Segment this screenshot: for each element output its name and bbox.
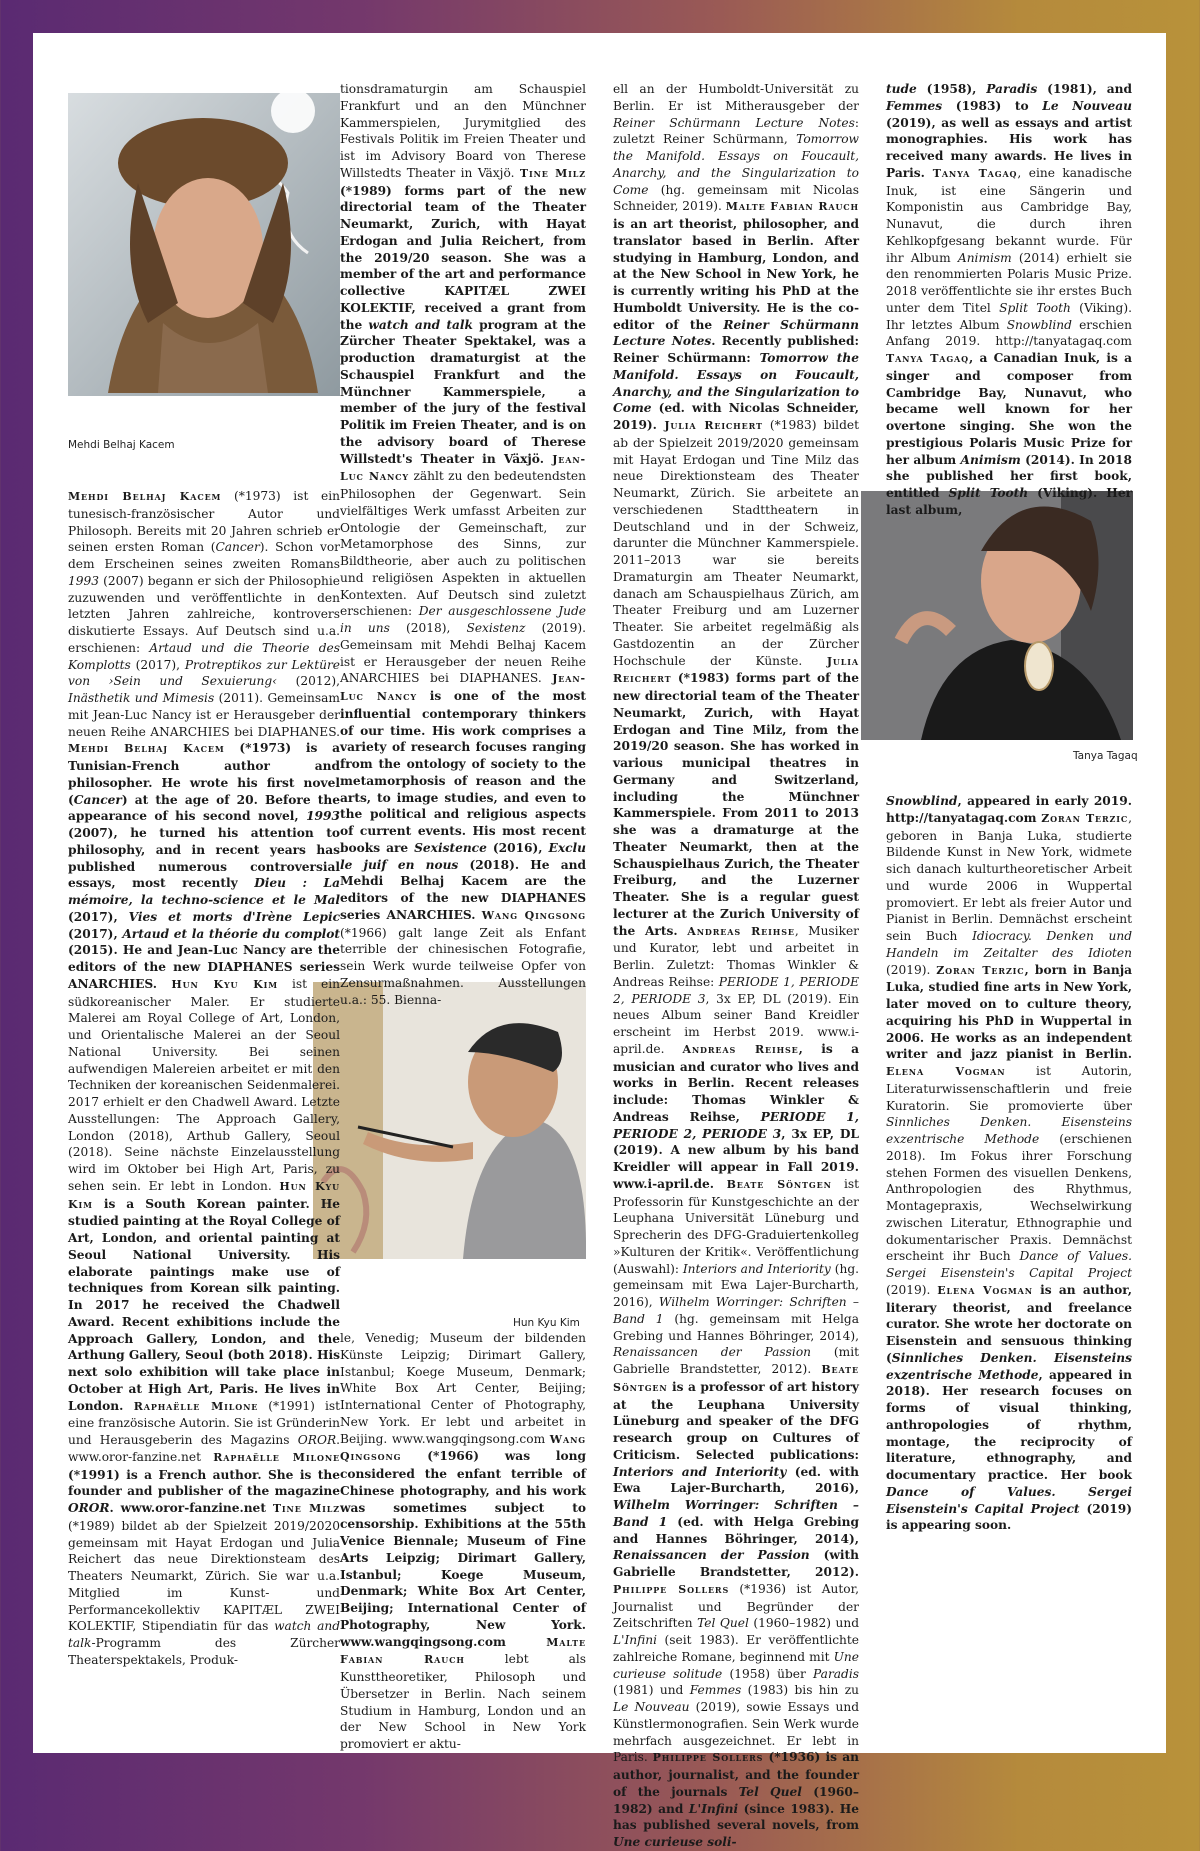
text: ist ein südkoreanischer Maler. Er studierte Malerei am Royal College of Art, London, und Orientalische Malerei an der Seoul National University. Bei seinen aufwendigen Malereien arbeitet er mit den Techniken der koreanischen Seidenmalerei. 2017 erhielt er den Chadwell Award. Letzte Ausstellungen: The Approach Gallery, London (2018), Arthub Gallery, Seoul (2018). Seine nächste Einzelausstellung wird im Oktober bei High Art, Paris, zu sehen sein. Er lebt in London. [68, 976, 340, 1193]
text-italic: Tel Quel [697, 1616, 749, 1631]
text-bold-italic: Tel Quel [738, 1784, 802, 1799]
text-bold-italic: Dance of Values. Sergei Eisenstein's Capital Project [886, 1484, 1132, 1516]
column-2-bottom [340, 1330, 586, 1753]
text-bold: (since 1983). He has published several novels, from [613, 1801, 859, 1833]
text-bold-italic: Animism [960, 452, 1021, 467]
text-bold: is an author, literary theorist, and freelance curator. She wrote her doctorate on Eisenstein and sensuous thinking ( [886, 1282, 1132, 1365]
text: zählt zu den bedeutendsten Philosophen der Gegenwart. Sein vielfältiges Werk umfasst Arbeiten zur Ontologie der Gemeinschaft, zur Metamorphose des Sinns, zur Bildtheorie, aber auch zu politischen und religiösen Aspekten in aktuellen Kontexten. Auf Deutsch sind zuletzt erschienen: [340, 469, 586, 619]
text-bold: is a South Korean painter. He studied painting at the Royal College of Art, London, and oriental painting at Seoul National University. His elaborate paintings make use of techniques from Korean silk painting. In 2017 he received the Chadwell Award. Recent exhibitions include the Approach Gallery, London, and the Arthung Gallery, Seoul (both 2018). His next solo exhibition will take place in October at High Art, Paris. He lives in London. [68, 1196, 340, 1413]
text-bold: (2015). He and Jean-Luc Nancy are the editors of the new DIAPHANES series ANARCHIES. [68, 943, 340, 991]
text-bold-italic: Reiner Schürmann Lecture Notes [613, 317, 860, 349]
name-ps-de: Philippe Sollers [613, 1582, 730, 1596]
name-tt-en: Tanya Tagaq [886, 352, 969, 365]
text-bold: (2007), he turned his attention to philosophy, and in recent years has published numerous controversial essays, most recently [68, 826, 340, 891]
text: (1981) und [613, 1683, 690, 1698]
text-bold-italic: Artaud et la théorie du complot [122, 926, 340, 941]
text: (*1966) galt lange Zeit als Enfant terrible der chinesischen Fotografie, sein Werk wurde teilweise Opfer von Zensurmaßnahmen. Ausstellungen u.a.: 55. Bienna- [340, 925, 586, 1007]
text-bold-italic: Renaissancen der Passion [613, 1548, 810, 1563]
text: lebt als Kunsttheoretiker, Philosoph und Übersetzer in Berlin. Nach seinem Studium in Hamburg, London und an der New School in New York promoviert er aktu- [340, 1652, 586, 1751]
bio-tt-zt-ev [886, 793, 1132, 1534]
name-zt-en: Zoran Terzic [936, 963, 1025, 977]
text: (mit Gabrielle Brandstetter, 2012). [613, 1345, 859, 1376]
text: (hg. gemeinsam mit Helga Grebing und Hannes Böhringer, 2014), [613, 1311, 859, 1343]
text: (2007) begann er sich der Philosophie zuzuwenden und veröffentlichte in den letzten Jahren zahlreiche, kontrovers diskutierte Essays. Auf Deutsch sind u.a. erschienen: [68, 573, 340, 655]
text-bold: (2018). He and Mehdi Belhaj Kacem are the editors of the new DIAPHANES series ANARCHIES. [340, 857, 586, 922]
column-3 [613, 81, 859, 1851]
name-mfr-en: Malte Fabian Rauch [725, 200, 859, 214]
text-bold: (Viking). Her last album, [886, 486, 1132, 517]
caption-mehdi-belhaj-kacem: Mehdi Belhaj Kacem [68, 439, 175, 451]
bio-mfr-jr-ar-bs-ps [613, 81, 859, 1851]
text: , 3x EP, DL (2019). Ein neues Album seiner Band Kreidler erscheint im Herbst 2019. www.i-april.de. [613, 991, 859, 1056]
text: -Programm des Zürcher Theaterspektakels, Produk- [68, 1636, 340, 1667]
text-bold: (1983) to [942, 98, 1043, 113]
text-bold: is an art theorist, philosopher, and translator based in Berlin. After studying in Hamburg, London, and at the New School in New York, he is currently writing his PhD at the Humboldt University. He is the co-editor of the [613, 217, 859, 332]
name-jln-de: Jean-Luc Nancy [340, 452, 586, 484]
column-4-bottom [886, 793, 1132, 1534]
text-bold-italic: Sinnliches Denken. Eisensteins exzentrische Methode [886, 1350, 1132, 1382]
text: (2018), [389, 621, 467, 635]
text: (2014) erhielt sie den renommierten Polaris Music Prize. 2018 veröffentlichte sie ihr erstes Buch unter dem Titel [886, 250, 1133, 315]
text-italic: 1993 [68, 573, 100, 588]
text-italic: Der ausgeschlossene Jude in uns [340, 604, 586, 635]
bio-tine-jln-wq [340, 81, 586, 1008]
text-bold: (*1966) was long considered the enfant terrible of Chinese photography, and his work was sometimes subject to censorship. Exhibitions at the 55th Venice Biennale; Museum of Fine Arts Leipzig; Dirimart Gallery, Istanbul; Koege Museum, Denmark; White Box Art Center, Beijing; International Center of Photography, New York. www.wangqingsong.com [340, 1449, 586, 1649]
text: ell an der Humboldt-Universität zu Berlin. Er ist Mitherausgeber der [613, 82, 859, 113]
text: (1960–1982) und [748, 1616, 859, 1631]
text: (hg. gemeinsam mit Ewa Lajer-Burcharth, 2016), [613, 1261, 859, 1309]
text: (2019), sowie Essays und Künstlermonografien. Sein Werk wurde mehrfach ausgezeichnet. Er lebt in Paris. [613, 1700, 859, 1765]
text-bold: (2014). In 2018 she published her first book, entitled [886, 452, 1132, 500]
text-italic: Tomorrow the Manifold. Essays on Foucault, Anarchy, and the Singularization to Come [613, 132, 859, 197]
text-bold: . www.oror-fanzine.net [109, 1501, 273, 1515]
text-bold: , 3x EP, DL (2019). A new album by his band Kreidler will appear in Fall 2019. www.i-april.de. [613, 1126, 859, 1191]
photo-mehdi-belhaj-kacem [68, 93, 340, 396]
text: , Musiker und Kurator, lebt und arbeitet in Berlin. Zuletzt: Thomas Winkler & Andreas Reihse: [613, 923, 859, 989]
text: (2017), [130, 657, 185, 672]
text-bold: , a Canadian Inuk, is a singer and composer from Cambridge Bay, Nunavut, who became well known for her overtone singing. She won the prestigious Polaris Music Prize for her album [886, 351, 1132, 467]
text-italic: Dance of Values. Sergei Eisenstein's Capital Project [886, 1249, 1132, 1280]
text-italic: Sexistenz [466, 621, 526, 635]
name-bs-en: Beate Söntgen [613, 1363, 859, 1394]
text: (*1973) ist ein tunesisch-französischer Autor und Philosoph. Bereits mit 20 Jahren schrieb er seinen ersten Roman ( [68, 489, 340, 555]
text-bold-italic: Femmes [886, 98, 943, 113]
text-bold: program at the Zürcher Theater Spektakel, was a production dramaturgist at the Schauspiel Frankfurt and the Münchner Kammerspiele, a member of the jury of the festival Politik im Freien Theater, and is on the advisory board of Therese Willstedt's Theater in Växjö. [340, 317, 587, 466]
text: ist Autorin, Literaturwissenschaftlerin und freie Kuratorin. Sie promovierte über [886, 1064, 1132, 1113]
text-bold: (2017), [68, 926, 123, 941]
text-italic: Le Nouveau [613, 1700, 690, 1714]
text: (seit 1983). Er veröffentlichte zahlreiche Romane, beginnend mit [613, 1633, 859, 1664]
name-tm-en: Tine Milz [519, 166, 586, 180]
text-italic: Interiors and Interiority [682, 1261, 831, 1276]
text-bold-italic: Wilhelm Worringer: Schriften – Band 1 [613, 1498, 859, 1529]
text: ). Schon vor dem Erscheinen seines zweiten Romans [68, 540, 340, 571]
text-bold: (with Gabrielle Brandstetter, 2012). [613, 1548, 860, 1579]
bio-wq-mfr [340, 1330, 586, 1753]
text: (*1991) ist eine französische Autorin. Sie ist Gründerin und Herausgeberin des Magazins [68, 1398, 340, 1447]
text-bold: , appeared in early 2019. http://tanyatagaq.com [886, 794, 1132, 825]
text: (*1989) bildet ab der Spielzeit 2019/2020 gemeinsam mit Hayat Erdogan und Julia Reichert das neue Direktionsteam des Theaters Neumarkt, Zürich. Sie war u.a. Mitglied im Kunst- und Performancekollektiv KAPITÆL ZWEI KOLEKTIF, Stipendiatin für das [68, 1518, 340, 1634]
photo-mehdi-image [68, 93, 340, 396]
text-bold: (*1991) is a French author. She is the founder and publisher of the magazine [68, 1467, 340, 1499]
text-bold-italic: Vies et morts d'Irène Lepic [128, 909, 340, 924]
name-ev-de: Elena Vogman [886, 1065, 1006, 1078]
text-bold-italic: Interiors and Interiority [613, 1464, 787, 1479]
name-ev-en: Elena Vogman [937, 1283, 1033, 1297]
text: le, Venedig; Museum der bildenden Künste Leipzig; Dirimart Gallery, Istanbul; Koege Museum, Denmark; White Box Art Center, Beijing; International Center of Photography, New York. Er lebt und arbeitet in Beijing. www.wangqingsong.com [340, 1331, 586, 1446]
text-italic: Paradis [813, 1666, 859, 1681]
text: erschien Anfang 2019. http://tanyatagaq.com [886, 317, 1132, 349]
text-bold-italic: Tomorrow the Manifold. Essays on Foucault, Anarchy, and the Singularization to Come [613, 351, 859, 416]
text-italic: Sinnliches Denken. Eisensteins exzentrische Methode [886, 1115, 1132, 1146]
photo-tanya-tagaq-image [861, 491, 1133, 740]
name-mfr-de: Malte Fabian Rauch [340, 1635, 586, 1667]
text-bold: (*1989) forms part of the new directorial team of the Theater Neumarkt, Zurich, with Hayat Erdogan and Julia Reichert, from the 2019/20 season. She was a member of the art and performance collective KAPITÆL ZWEI KOLEKTIF, received a grant from the [340, 183, 586, 332]
text: . www.oror-fanzine.net [68, 1433, 340, 1464]
text-bold: (1960–1982) and [613, 1784, 859, 1816]
text-bold: (2019), as well as essays and artist monographies. His work has received many awards. He lives in Paris. [886, 115, 1132, 180]
text-bold-italic: Le Nouveau [1042, 98, 1132, 113]
caption-hun-kyu-kim: Hun Kyu Kim [513, 1317, 580, 1329]
name-wq-en: Wang Qingsong [340, 1432, 586, 1464]
text-bold: (1958), [916, 82, 987, 96]
text-italic: Protreptikos zur Lektüre von ›Sein und Sexuierung‹ [68, 657, 340, 689]
text: : zuletzt Reiner Schürmann, [613, 115, 859, 147]
text-bold: is one of the most influential contemporary thinkers of our time. His work comprises a variety of research focuses ranging from the ontology of society to the metamorphosis of reason and the arts, to image studies, and even to the political and religious aspects of current events. His most recent books are [340, 689, 586, 855]
text-bold: (1981), and [1037, 82, 1133, 96]
text-italic: Split Tooth [999, 300, 1071, 315]
caption-tanya-tagaq: Tanya Tagaq [1073, 750, 1138, 762]
text-italic: OROR [297, 1433, 337, 1447]
text-italic: Wilhelm Worringer: Schriften – Band 1 [613, 1295, 859, 1326]
text-bold: is a professor of art history at the Leuphana University Lüneburg and speaker of the DFG research group on Cultures of Criticism. Selected publications: [613, 1379, 859, 1462]
name-tm-de: Tine Milz [272, 1502, 340, 1515]
photo-hun-kyu-kim [313, 982, 586, 1259]
text-italic: L'Infini [613, 1633, 657, 1647]
photo-tanya-tagaq [861, 491, 1133, 740]
column-4-top [886, 81, 1132, 519]
text: (2019). Gemeinsam mit Mehdi Belhaj Kacem ist er Herausgeber der neuen Reihe ANARCHIES bei DIAPHANES. [340, 621, 586, 686]
name-wq-de: Wang Qingsong [481, 908, 587, 922]
name-rm-de: Raphaëlle Milone [133, 1399, 259, 1413]
text-bold: . Recently published: Reiner Schürmann: [613, 334, 859, 365]
text-italic: Idiocracy. Denken und Handeln im Zeitalter des Idioten [886, 929, 1132, 960]
text-bold: (2019) is appearing soon. [886, 1501, 1132, 1533]
text-bold: (*1973) is a Tunisian-French author and philosopher. He wrote his first novel ( [68, 741, 340, 807]
text-bold: (2017), [68, 909, 129, 924]
text-bold-italic: Split Tooth [948, 486, 1029, 500]
text-bold-italic: Sexistence [414, 840, 487, 855]
text-bold-italic: 1993 [306, 809, 340, 824]
text: (hg. gemeinsam mit Nicolas Schneider, 2019). [613, 182, 859, 214]
name-hkk-en: Hun Kyu Kim [68, 1179, 341, 1211]
text-italic: Reiner Schürmann Lecture Notes [613, 115, 855, 130]
text-italic: Renaissancen der Passion [613, 1345, 812, 1360]
text-bold: (*1983) forms part of the new directorial team of the Theater Neumarkt, Zurich, with Hayat Erdogan and Tine Milz, from the 2019/20 season. She has worked in various municipal theatres in Germany and Switzerland, including the Münchner Kammerspiele. From 2011 to 2013 she was a dramaturge at the Theater Neumarkt, then at the Schauspielhaus Zurich, the Theater Freiburg, and the Luzerner Theater. She is a regular guest lecturer at the Zurich University of the Arts. [613, 671, 859, 938]
text: (*1983) bildet ab der Spielzeit 2019/2020 gemeinsam mit Hayat Erdogan und Tine Milz das neue Direktionsteam des Theater Neumarkt, Zürich. Sie arbeitete an verschiedenen Stadttheatern in Deutschland und in der Schweiz, darunter die Münchner Kammerspiele. 2011–2013 war sie bereits Dramaturgin am Theater Neumarkt, danach am Schauspielhaus Zürich, am Theater Freiburg und am Luzerner Theater. Sie arbeitet regelmäßig als Gastdozentin an der Zürcher Hochschule der Künste. [613, 418, 859, 668]
text: (2012), [277, 674, 340, 689]
text-bold: (2016), [486, 840, 549, 855]
name-bs-de: Beate Söntgen [726, 1177, 832, 1191]
name-mehdi-en: Mehdi Belhaj Kacem [68, 742, 225, 756]
text-bold-italic: Snowblind [886, 794, 958, 808]
text: (Viking). Ihr letztes Album [886, 300, 1132, 332]
name-zt-de: Zoran Terzic [1041, 811, 1129, 825]
text: (1958) über [722, 1666, 814, 1681]
text-bold: , born in Banja Luka, studied fine arts in New York, later moved on to culture theory, acquiring his PhD in Wuppertal in 2006. He works as an independent writer and jazz pianist in Berlin. [886, 962, 1133, 1062]
text: , eine kanadische Inuk, ist eine Sängerin und Komponistin aus Cambridge Bay, Nunavut, die durch ihren Kehlkopfgesang bekannt wurde. Für ihr Album [886, 165, 1133, 265]
bio-mehdi-de-and-en [68, 488, 340, 1669]
text-bold-italic: watch and talk [368, 317, 473, 332]
text: , geboren in Banja Luka, studierte Bildende Kunst in New York, widmete sich danach kulturtheoretischer Arbeit und wurde 2006 in Wuppertal promoviert. Er lebt als freier Autor und Pianist in Berlin. Demnächst erscheint sein Buch [886, 810, 1132, 943]
name-jln-en: Jean-Luc Nancy [340, 672, 586, 703]
page [33, 33, 1166, 1849]
name-mehdi-de: Mehdi Belhaj Kacem [68, 490, 222, 503]
text-bold: (ed. with Nicolas Schneider, 2019). [613, 401, 859, 432]
text-bold-italic: L'Infini [688, 1801, 739, 1816]
text-italic: Animism [957, 250, 1012, 265]
name-jr-de: Julia Reichert [664, 419, 763, 432]
bio-ps-tt [886, 81, 1132, 519]
text-bold-italic: PERIODE 1, PERIODE 2, PERIODE 3 [613, 1109, 859, 1141]
text-italic: Cancer [215, 540, 260, 555]
text-bold: ) at the age of 20. Before the appearance of his second novel, [68, 792, 340, 824]
text: (2019). [886, 1282, 938, 1297]
text-bold-italic: Paradis [986, 82, 1038, 96]
text-italic: Femmes [689, 1683, 742, 1698]
name-ps-en: Philippe Sollers [652, 1751, 764, 1765]
text: (1983) bis hin zu [741, 1683, 859, 1698]
column-1 [68, 488, 340, 1669]
text-bold-italic: tude [886, 82, 917, 96]
text-bold-italic: Une curieuse soli- [613, 1835, 737, 1849]
text: (2019). [886, 962, 937, 977]
text-italic: Inästhetik und Mimesis [68, 691, 215, 705]
text-bold: , appeared in 2018). Her research focuses on forms of visual thinking, anthropologies of rhythm, montage, the reciprocity of literature, ethnography, and documentary practice. Her book [886, 1367, 1132, 1482]
text-italic: Snowblind [1006, 317, 1072, 332]
text-italic: Artaud und die Theorie des Komplotts [68, 640, 340, 672]
name-rm-en: Raphaëlle Milone [213, 1450, 340, 1464]
text: tionsdramaturgin am Schauspiel Frankfurt und an den Münchner Kammerspielen, Jurymitglied des Festivals Politik im Freien Theater und ist im Advisory Board von Therese Willstedts Theater in Växjö. [340, 82, 586, 180]
text-bold: , is a musician and curator who lives and works in Berlin. Recent releases include: Thomas Winkler & Andreas Reihse, [613, 1041, 859, 1124]
text: (erschienen 2018). Im Fokus ihrer Forschung stehen Formen des visuellen Denkens, Anthropologien des Rhythmus, Montagepraxis, Wechselwirkung zwischen Literatur, Ethnographie und dokumentarischer Praxis. Demnächst erscheint ihr Buch [886, 1132, 1132, 1264]
text-bold-italic: Dieu : La mémoire, la techno-science et le Mal [68, 876, 341, 907]
text-bold: (ed. with Helga Grebing and Hannes Böhringer, 2014), [613, 1514, 859, 1546]
name-jr-en: Julia Reichert [613, 654, 859, 686]
photo-hun-kyu-kim-image [313, 982, 586, 1259]
text-italic: PERIODE 1, PERIODE 2, PERIODE 3 [613, 974, 859, 1006]
name-ar-en: Andreas Reihse [682, 1042, 799, 1056]
text-bold-italic: Exclu le juif en nous [340, 840, 586, 872]
name-tt-de: Tanya Tagaq [932, 166, 1018, 180]
text: ist Professorin für Kunstgeschichte an der Leuphana Universität Lüneburg und Sprecherin des DFG-Graduiertenkolleg »Kulturen der Kritik«. Veröffentlichung (Auswahl): [613, 1176, 859, 1276]
text-italic: watch and talk [68, 1619, 340, 1650]
text-italic: Une curieuse solitude [613, 1649, 859, 1681]
text: (*1936) ist Autor, Journalist und Begründer der Zeitschriften [613, 1581, 859, 1631]
text-bold: (ed. with Ewa Lajer-Burcharth, 2016), [613, 1464, 860, 1496]
name-ar-de: Andreas Reihse [687, 924, 795, 938]
text-bold: (*1936) is an author, journalist, and the founder of the journals [613, 1750, 859, 1799]
text: (2011). Gemeinsam mit Jean-Luc Nancy ist er Herausgeber der neuen Reihe ANARCHIES bei DIAPHANES. [68, 691, 340, 739]
text-bold-italic: Cancer [73, 792, 122, 807]
name-hkk-de: Hun Kyu Kim [171, 977, 279, 991]
text-bold-italic: OROR [68, 1501, 110, 1515]
column-2-top [340, 81, 586, 1008]
